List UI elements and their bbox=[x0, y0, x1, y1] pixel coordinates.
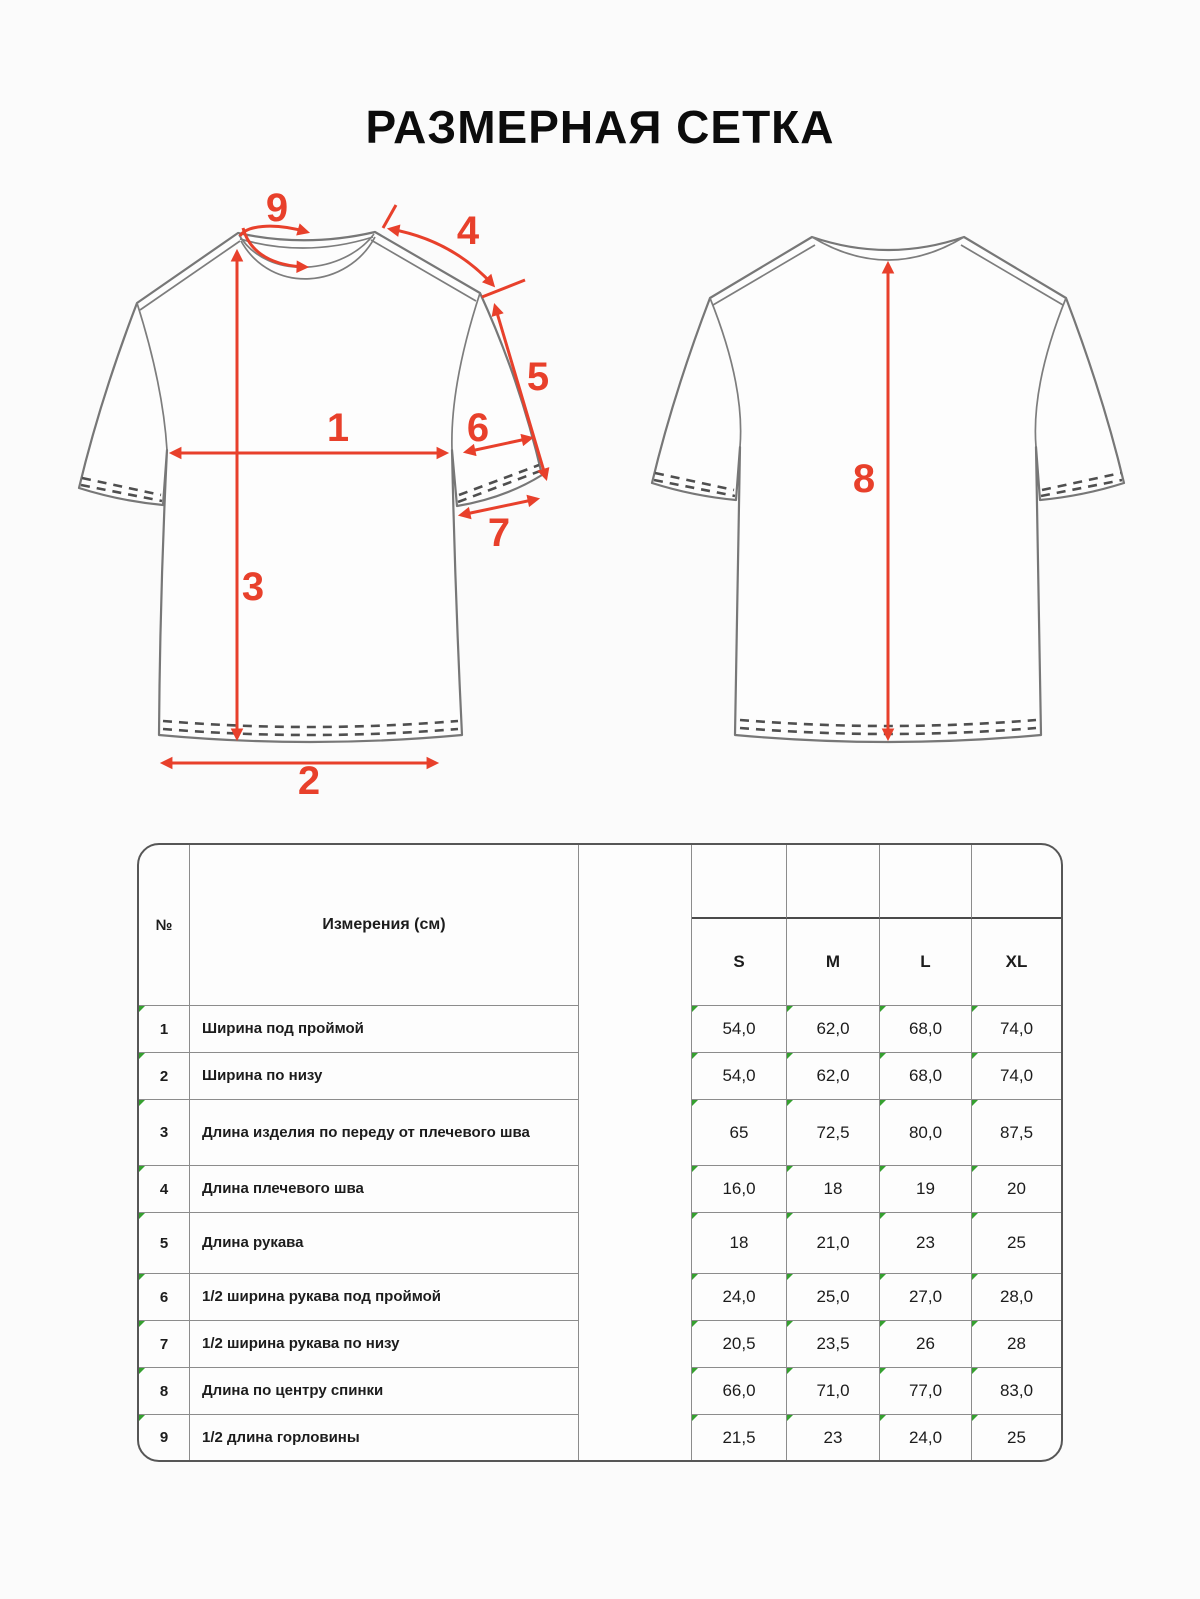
marker-label-7: 7 bbox=[487, 511, 511, 555]
value-cell: 65 bbox=[692, 1100, 786, 1166]
size-column-header-l: L bbox=[879, 919, 971, 1006]
value-cell: 26 bbox=[879, 1321, 971, 1368]
marker-label-5: 5 bbox=[526, 355, 550, 399]
row-number: 9 bbox=[139, 1415, 190, 1460]
marker-label-3: 3 bbox=[241, 565, 265, 609]
marker-label-1: 1 bbox=[326, 406, 350, 450]
row-number: 2 bbox=[139, 1053, 190, 1100]
value-cell: 21,0 bbox=[786, 1213, 879, 1274]
marker-label-6: 6 bbox=[466, 406, 490, 450]
value-cell: 87,5 bbox=[971, 1100, 1061, 1166]
value-cell: 18 bbox=[786, 1166, 879, 1213]
row-number: 5 bbox=[139, 1213, 190, 1274]
value-cell: 62,0 bbox=[786, 1006, 879, 1053]
value-cell: 24,0 bbox=[692, 1274, 786, 1321]
value-cell: 68,0 bbox=[879, 1006, 971, 1053]
value-cell: 62,0 bbox=[786, 1053, 879, 1100]
value-cell: 54,0 bbox=[692, 1006, 786, 1053]
value-cell: 28 bbox=[971, 1321, 1061, 1368]
value-cell: 72,5 bbox=[786, 1100, 879, 1166]
value-cell: 54,0 bbox=[692, 1053, 786, 1100]
marker-label-8: 8 bbox=[852, 457, 876, 501]
value-cell: 24,0 bbox=[879, 1415, 971, 1460]
row-label: Ширина по низу bbox=[190, 1053, 578, 1100]
table-header-measure: Измерения (см) bbox=[190, 845, 578, 1006]
marker-label-4: 4 bbox=[456, 209, 480, 253]
value-cell: 25,0 bbox=[786, 1274, 879, 1321]
row-number: 6 bbox=[139, 1274, 190, 1321]
value-cell: 16,0 bbox=[692, 1166, 786, 1213]
table-spacer-column bbox=[578, 845, 692, 1460]
value-cell: 74,0 bbox=[971, 1053, 1061, 1100]
row-number: 3 bbox=[139, 1100, 190, 1166]
page-title: РАЗМЕРНАЯ СЕТКА bbox=[365, 101, 835, 153]
tshirt-front-drawing bbox=[79, 232, 542, 742]
value-cell: 19 bbox=[879, 1166, 971, 1213]
value-cell: 25 bbox=[971, 1213, 1061, 1274]
value-cell: 83,0 bbox=[971, 1368, 1061, 1415]
size-column-header-m: M bbox=[786, 919, 879, 1006]
size-table bbox=[137, 843, 1063, 1462]
value-cell: 28,0 bbox=[971, 1274, 1061, 1321]
value-cell: 25 bbox=[971, 1415, 1061, 1460]
value-cell: 71,0 bbox=[786, 1368, 879, 1415]
tick-5-top bbox=[482, 280, 525, 297]
size-column-header-s: S bbox=[692, 919, 786, 1006]
value-cell: 20,5 bbox=[692, 1321, 786, 1368]
value-cell: 18 bbox=[692, 1213, 786, 1274]
row-label: Длина рукава bbox=[190, 1213, 578, 1274]
row-number: 7 bbox=[139, 1321, 190, 1368]
row-label: Ширина под проймой bbox=[190, 1006, 578, 1053]
row-number: 4 bbox=[139, 1166, 190, 1213]
size-column-header-xl: XL bbox=[971, 919, 1061, 1006]
row-label: 1/2 ширина рукава по низу bbox=[190, 1321, 578, 1368]
value-cell: 74,0 bbox=[971, 1006, 1061, 1053]
value-cell: 23,5 bbox=[786, 1321, 879, 1368]
row-label: Длина по центру спинки bbox=[190, 1368, 578, 1415]
value-cell: 21,5 bbox=[692, 1415, 786, 1460]
row-number: 1 bbox=[139, 1006, 190, 1053]
size-header-blank bbox=[692, 845, 786, 919]
size-header-blank bbox=[971, 845, 1061, 919]
value-cell: 23 bbox=[879, 1213, 971, 1274]
value-cell: 23 bbox=[786, 1415, 879, 1460]
table-header-number: № bbox=[139, 845, 190, 1006]
value-cell: 77,0 bbox=[879, 1368, 971, 1415]
size-header-blank bbox=[786, 845, 879, 919]
size-header-blank bbox=[879, 845, 971, 919]
value-cell: 80,0 bbox=[879, 1100, 971, 1166]
row-label: Длина плечевого шва bbox=[190, 1166, 578, 1213]
tick-4-top bbox=[383, 205, 396, 228]
marker-label-2: 2 bbox=[297, 759, 321, 803]
row-label: Длина изделия по переду от плечевого шва bbox=[190, 1100, 578, 1166]
value-cell: 20 bbox=[971, 1166, 1061, 1213]
value-cell: 68,0 bbox=[879, 1053, 971, 1100]
value-cell: 66,0 bbox=[692, 1368, 786, 1415]
row-label: 1/2 длина горловины bbox=[202, 1428, 360, 1446]
marker-label-9: 9 bbox=[265, 186, 289, 230]
row-number: 8 bbox=[139, 1368, 190, 1415]
value-cell: 27,0 bbox=[879, 1274, 971, 1321]
row-label: 1/2 ширина рукава под проймой bbox=[190, 1274, 578, 1321]
